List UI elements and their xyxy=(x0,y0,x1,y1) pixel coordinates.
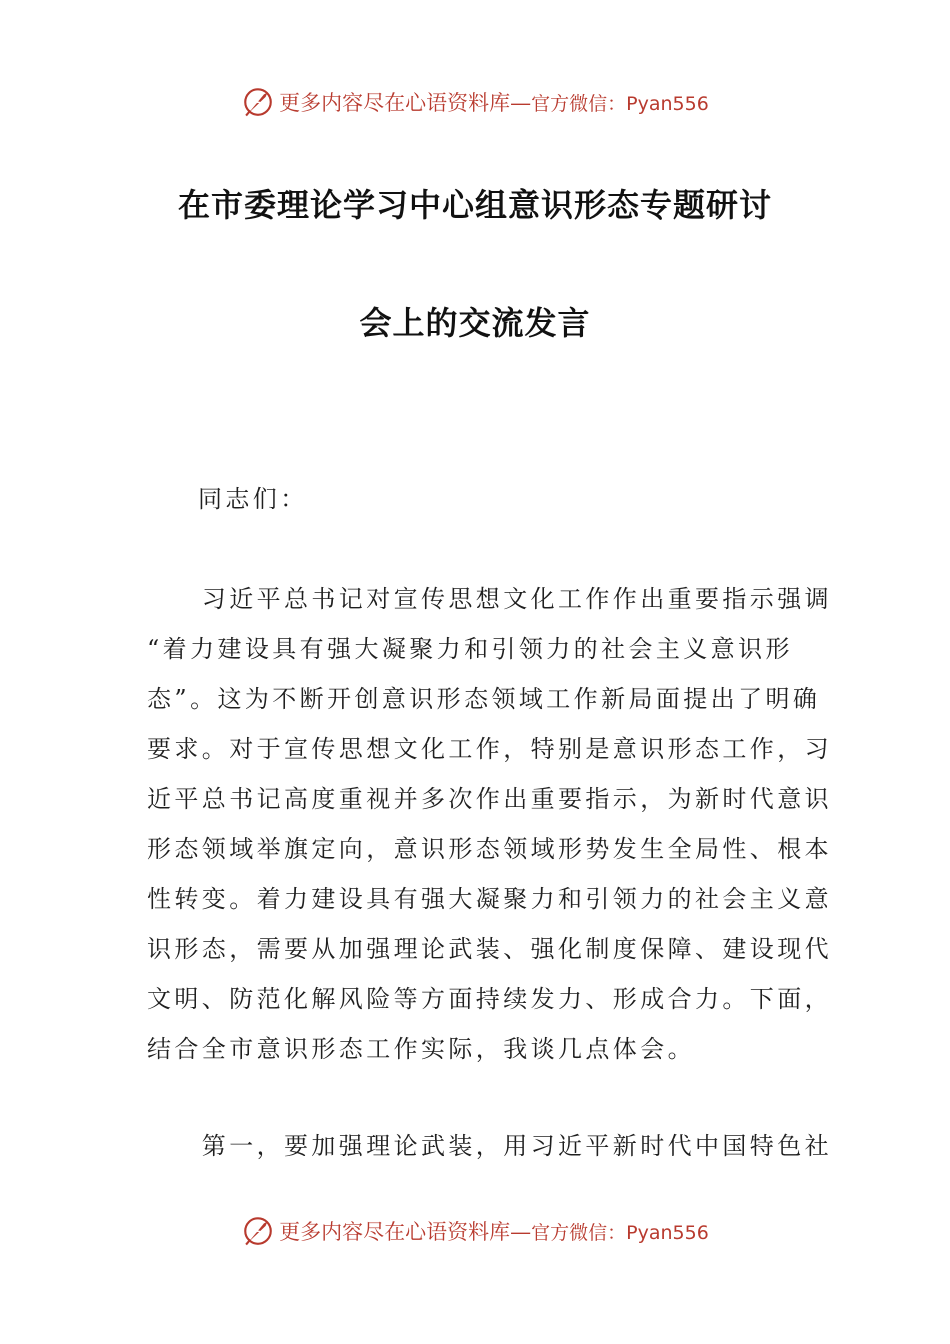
paragraph-line: 识形态，需要从加强理论武装、强化制度保障、建设现代 xyxy=(147,935,832,963)
watermark-separator: — xyxy=(510,91,532,115)
paragraph-line: 第一，要加强理论武装，用习近平新时代中国特色社 xyxy=(147,1132,832,1160)
watermark-contact: 官方微信：Pyan556 xyxy=(531,1222,709,1244)
paragraph-1 xyxy=(147,574,832,1074)
paragraph-line: “着力建设具有强大凝聚力和引领力的社会主义意识形 xyxy=(147,635,793,663)
paragraph-line: 习近平总书记对宣传思想文化工作作出重要指示强调 xyxy=(147,585,832,613)
paragraph-line: 结合全市意识形态工作实际，我谈几点体会。 xyxy=(147,1035,695,1063)
paragraph-line: 态”。这为不断开创意识形态领域工作新局面提出了明确 xyxy=(147,685,821,713)
watermark-brand: 更多内容尽在心语资料库 xyxy=(279,91,511,115)
paragraph-line: 形态领域举旗定向，意识形态领域形势发生全局性、根本 xyxy=(147,835,832,863)
quill-logo-icon xyxy=(241,1214,275,1248)
paragraph-line: 要求。对于宣传思想文化工作，特别是意识形态工作，习 xyxy=(147,735,832,763)
watermark-text xyxy=(279,1216,709,1246)
watermark-brand: 更多内容尽在心语资料库 xyxy=(279,1220,511,1244)
document-title-line-1: 在市委理论学习中心组意识形态专题研讨 xyxy=(177,186,772,224)
document-title-line-2: 会上的交流发言 xyxy=(359,304,591,342)
quill-logo-icon xyxy=(241,85,275,119)
watermark-separator: — xyxy=(510,1220,532,1244)
watermark-contact: 官方微信：Pyan556 xyxy=(531,93,709,115)
paragraph-line: 性转变。着力建设具有强大凝聚力和引领力的社会主义意 xyxy=(147,885,832,913)
salutation: 同志们： xyxy=(198,485,308,513)
paragraph-2 xyxy=(147,1121,832,1171)
watermark-banner-bottom xyxy=(0,1211,950,1251)
watermark-text xyxy=(279,87,709,117)
paragraph-line: 文明、防范化解风险等方面持续发力、形成合力。下面， xyxy=(147,985,832,1013)
paragraph-line: 近平总书记高度重视并多次作出重要指示，为新时代意识 xyxy=(147,785,832,813)
watermark-banner-top xyxy=(0,82,950,122)
